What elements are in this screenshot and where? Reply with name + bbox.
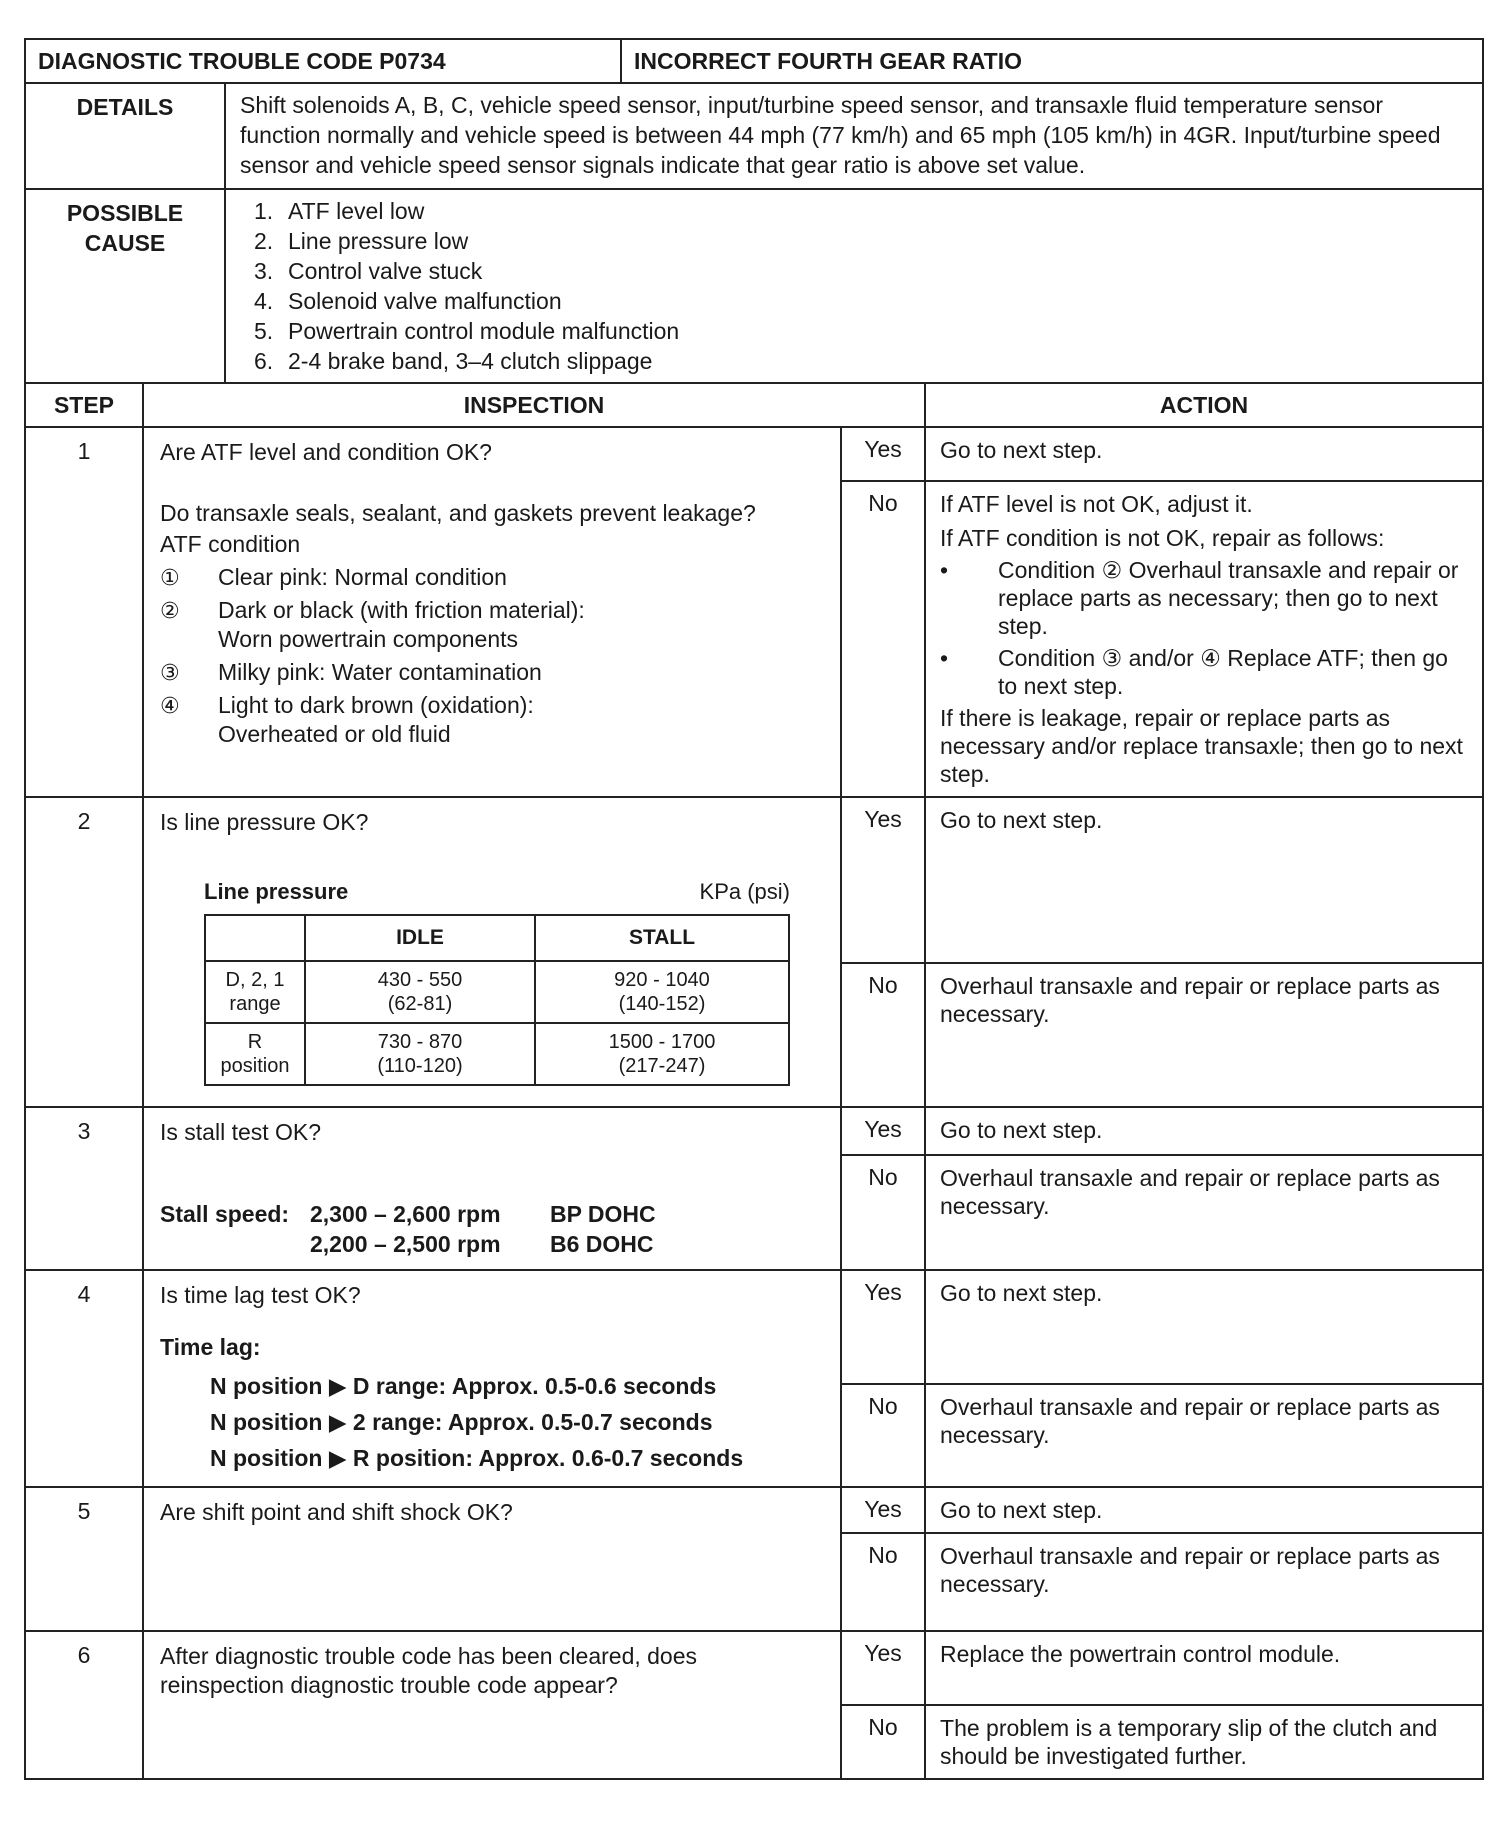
- yes-label: Yes: [841, 427, 925, 481]
- step1-yes-action: Go to next step.: [925, 427, 1483, 481]
- yes-label: Yes: [841, 1107, 925, 1155]
- header-table: [24, 38, 1484, 84]
- cause-item: 6. 2-4 brake band, 3–4 clutch slippage: [254, 348, 653, 374]
- step2-question: Is line pressure OK?: [160, 809, 369, 835]
- no-label: No: [841, 481, 925, 797]
- time-lag-spec: N position ▶ D range: Approx. 0.5-0.6 seconds N position ▶ 2 range: Approx. 0.5-0.7 seconds N position ▶ R position: Approx. 0.6-0.7 seconds: [210, 1373, 744, 1471]
- atf-condition-item: ② Dark or black (with friction material): Worn powertrain components: [160, 597, 585, 652]
- no-label: No: [841, 1533, 925, 1631]
- col-action: ACTION: [925, 383, 1483, 427]
- step1-no-leakage: If there is leakage, repair or replace parts as necessary and/or replace transaxle; then go to next step.: [940, 705, 1463, 787]
- step6-yes-action: Replace the powertrain control module.: [925, 1631, 1483, 1705]
- possible-cause-list: [225, 189, 1483, 383]
- yes-label: Yes: [841, 1270, 925, 1384]
- line-pressure-title: Line pressure: [204, 879, 349, 904]
- step4-no-action: Overhaul transaxle and repair or replace parts as necessary.: [925, 1384, 1483, 1487]
- line-pressure-unit: KPa (psi): [699, 879, 790, 904]
- step4-yes-action: Go to next step.: [925, 1270, 1483, 1384]
- step5-question: Are shift point and shift shock OK?: [143, 1487, 841, 1631]
- details-text: Shift solenoids A, B, C, vehicle speed sensor, input/turbine speed sensor, and transaxle fluid temperature sensor function normally and vehicle speed is between 44 mph (77 km/h) and 65 mph (105 km/h) in 4GR. Input/turbine speed sensor and vehicle speed sensor signals indicate that gear ratio is above set value.: [225, 83, 1483, 189]
- col-inspection: INSPECTION: [143, 383, 925, 427]
- step3-inspection: [143, 1107, 841, 1270]
- cause-item: 1. ATF level low: [254, 198, 425, 224]
- step3-yes-action: Go to next step.: [925, 1107, 1483, 1155]
- no-label: No: [841, 963, 925, 1107]
- step6-question: After diagnostic trouble code has been cleared, does reinspection diagnostic trouble code appear?: [143, 1631, 841, 1779]
- line-pressure-table: [204, 914, 790, 1086]
- atf-condition-item: ① Clear pink: Normal condition: [160, 564, 507, 590]
- step4-inspection: [143, 1270, 841, 1487]
- step-number: 4: [25, 1270, 143, 1487]
- time-lag-label: Time lag:: [160, 1334, 261, 1360]
- line-pressure-block: [204, 877, 790, 1086]
- no-label: No: [841, 1705, 925, 1779]
- dtc-code: DIAGNOSTIC TROUBLE CODE P0734: [25, 39, 621, 83]
- lp-header-idle: IDLE: [305, 915, 535, 961]
- yes-label: Yes: [841, 1487, 925, 1533]
- details-label: DETAILS: [25, 83, 225, 189]
- step3-question: Is stall test OK?: [160, 1119, 322, 1145]
- details-table: [24, 82, 1484, 384]
- step1-bullet: • Condition ② Overhaul transaxle and repair or replace parts as necessary; then go to next step.: [940, 557, 1459, 639]
- step1-no-condition: If ATF condition is not OK, repair as follows:: [940, 525, 1385, 551]
- atf-condition-item: ③ Milky pink: Water contamination: [160, 659, 542, 685]
- atf-condition-item: ④ Light to dark brown (oxidation): Overheated or old fluid: [160, 692, 534, 747]
- yes-label: Yes: [841, 797, 925, 963]
- cause-item: 4. Solenoid valve malfunction: [254, 288, 562, 314]
- yes-label: Yes: [841, 1631, 925, 1705]
- cause-item: 3. Control valve stuck: [254, 258, 483, 284]
- cause-item: 2. Line pressure low: [254, 228, 469, 254]
- no-label: No: [841, 1384, 925, 1487]
- step-number: 2: [25, 797, 143, 1107]
- col-step: STEP: [25, 383, 143, 427]
- step4-question: Is time lag test OK?: [160, 1282, 361, 1308]
- step3-no-action: Overhaul transaxle and repair or replace parts as necessary.: [925, 1155, 1483, 1270]
- step5-no-action: Overhaul transaxle and repair or replace parts as necessary.: [925, 1533, 1483, 1631]
- step6-no-action: The problem is a temporary slip of the clutch and should be investigated further.: [925, 1705, 1483, 1779]
- diagnostic-page: [24, 38, 1484, 1780]
- step2-inspection: [143, 797, 841, 1107]
- cause-item: 5. Powertrain control module malfunction: [254, 318, 680, 344]
- dtc-title: INCORRECT FOURTH GEAR RATIO: [621, 39, 1483, 83]
- atf-condition-title: ATF condition: [160, 531, 301, 557]
- step1-no-level: If ATF level is not OK, adjust it.: [940, 491, 1253, 517]
- possible-cause-label: POSSIBLE CAUSE: [25, 189, 225, 383]
- step1-no-action: [925, 481, 1483, 797]
- step-number: 3: [25, 1107, 143, 1270]
- step5-yes-action: Go to next step.: [925, 1487, 1483, 1533]
- step2-yes-action: Go to next step.: [925, 797, 1483, 963]
- step1-question: Are ATF level and condition OK?: [160, 439, 492, 465]
- step1-question-leakage: Do transaxle seals, sealant, and gaskets prevent leakage?: [160, 500, 756, 526]
- lp-header-stall: STALL: [535, 915, 789, 961]
- stall-speed-spec: Stall speed: 2,300 – 2,600 rpm BP DOHC 2,200 – 2,500 rpm B6 DOHC: [160, 1201, 656, 1257]
- table-row: D, 2, 1 range 430 - 550 (62-81) 920 - 1040 (140-152): [205, 961, 789, 1023]
- step-number: 6: [25, 1631, 143, 1779]
- no-label: No: [841, 1155, 925, 1270]
- step1-inspection: [143, 427, 841, 797]
- step1-bullet: • Condition ③ and/or ④ Replace ATF; then go to next step.: [940, 645, 1448, 699]
- step-number: 1: [25, 427, 143, 797]
- steps-table: [24, 382, 1484, 1780]
- step-number: 5: [25, 1487, 143, 1631]
- table-row: R position 730 - 870 (110-120) 1500 - 1700 (217-247): [205, 1023, 789, 1085]
- step2-no-action: Overhaul transaxle and repair or replace parts as necessary.: [925, 963, 1483, 1107]
